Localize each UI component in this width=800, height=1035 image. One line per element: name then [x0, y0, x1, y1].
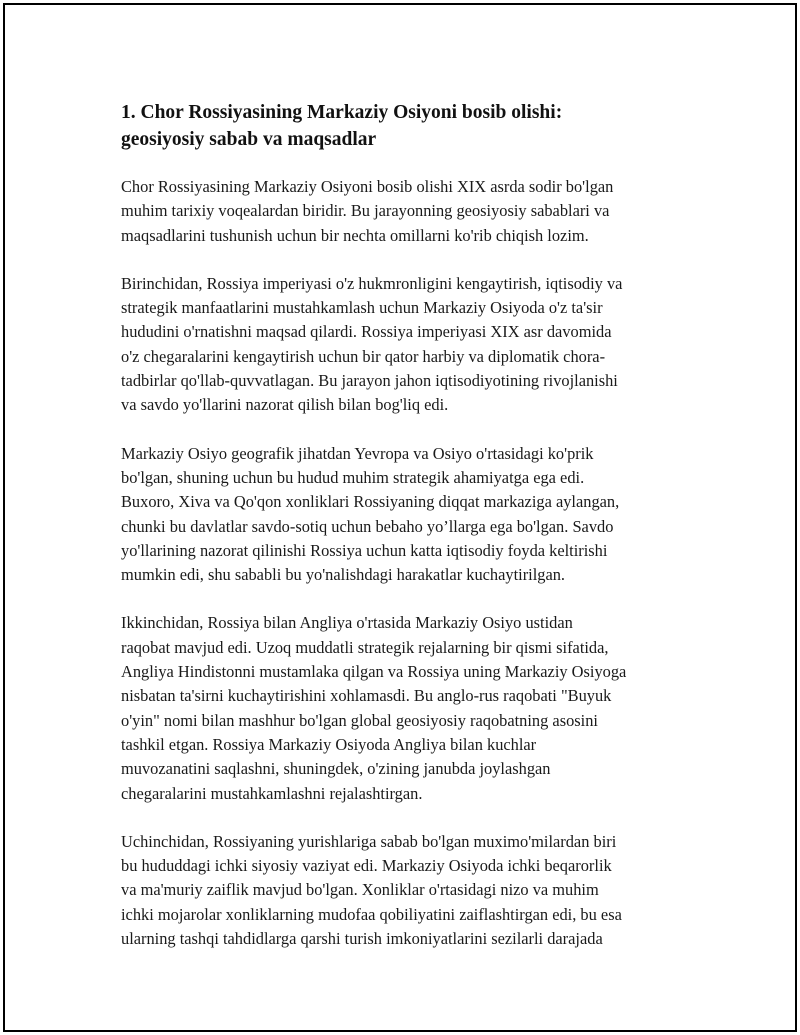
paragraph-geography: Markaziy Osiyo geografik jihatdan Yevropa va Osiyo o'rtasidagi ko'prik bo'lgan, shuning uchun bu hudud muhim strategik ahamiyatga ega edi. Buxoro, Xiva va Qo'qon xonliklari Rossiyaning diqqat markaziga aylangan, chunki bu davlatlar savdo-sotiq uchun bebaho yo’llarga ega bo'lgan. Savdo yo'llarining nazorat qilinishi Rossiya uchun katta iqtisodiy foyda keltirishi mumkin edi, shu sababli bu yo'nalishdagi harakatlar kuchaytirilgan. — [121, 443, 620, 585]
paragraph-intro: Chor Rossiyasining Markaziy Osiyoni bosib olishi XIX asrda sodir bo'lgan muhim tarixiy voqealardan biridir. Bu jarayonning geosiyosiy sabablari va maqsadlarini tushunish uchun bir nechta omillarni ko'rib chiqish lozim. — [121, 177, 614, 245]
paragraph-second-reason: Ikkinchidan, Rossiya bilan Angliya o'rtasida Markaziy Osiyo ustidan raqobat mavjud edi. Uzoq muddatli strategik rejalarning bir qismi sifatida, Angliya Hindistonni mustamlaka qilgan va Rossiya uning Markaziy Osiyoga nisbatan ta'sirni kuchaytirishini xohlamasdi. Bu anglo-rus raqobati "Buyuk o'yin" nomi bilan mashhur bo'lgan global geosiyosiy raqobatning asosini tashkil etgan. Rossiya Markaziy Osiyoda Angliya bilan kuchlar muvozanatini saqlashni, shuningdek, o'zining janubda joylashgan chegaralarini mustahkamlashni rejalashtirgan. — [121, 613, 627, 803]
paragraph-third-reason: Uchinchidan, Rossiyaning yurishlariga sabab bo'lgan muximo'milardan biri bu hududdagi ichki siyosiy vaziyat edi. Markaziy Osiyoda ichki beqarorlik va ma'muriy zaiflik mavjud bo'lgan. Xonliklar o'rtasidagi nizo va muhim ichki mojarolar xonliklarning mudofaa qobiliyatini zaiflashtirgan edi, bu esa ularning tashqi tahdidlarga qarshi turish imkoniyatlarini sezilarli darajada — [121, 831, 622, 949]
paragraph-first-reason: Birinchidan, Rossiya imperiyasi o'z hukmronligini kengaytirish, iqtisodiy va strategik manfaatlarini mustahkamlash uchun Markaziy Osiyoda o'z ta'sir hududini o'rnatishni maqsad qilardi. Rossiya imperiyasi XIX asr davomida o'z chegaralarini kengaytirish uchun bir qator harbiy va diplomatik chora- tadbirlar qo'llab-quvvatlagan. Bu jarayon jahon iqtisodiyotining rivojlanishi va savdo yo'llarini nazorat qilish bilan bog'liq edi. — [121, 273, 623, 415]
section-heading: 1. Chor Rossiyasining Markaziy Osiyoni bosib olishi: geosiyosiy sabab va maqsadlar — [121, 102, 563, 150]
document-body — [121, 99, 683, 975]
page-frame — [3, 3, 797, 1032]
